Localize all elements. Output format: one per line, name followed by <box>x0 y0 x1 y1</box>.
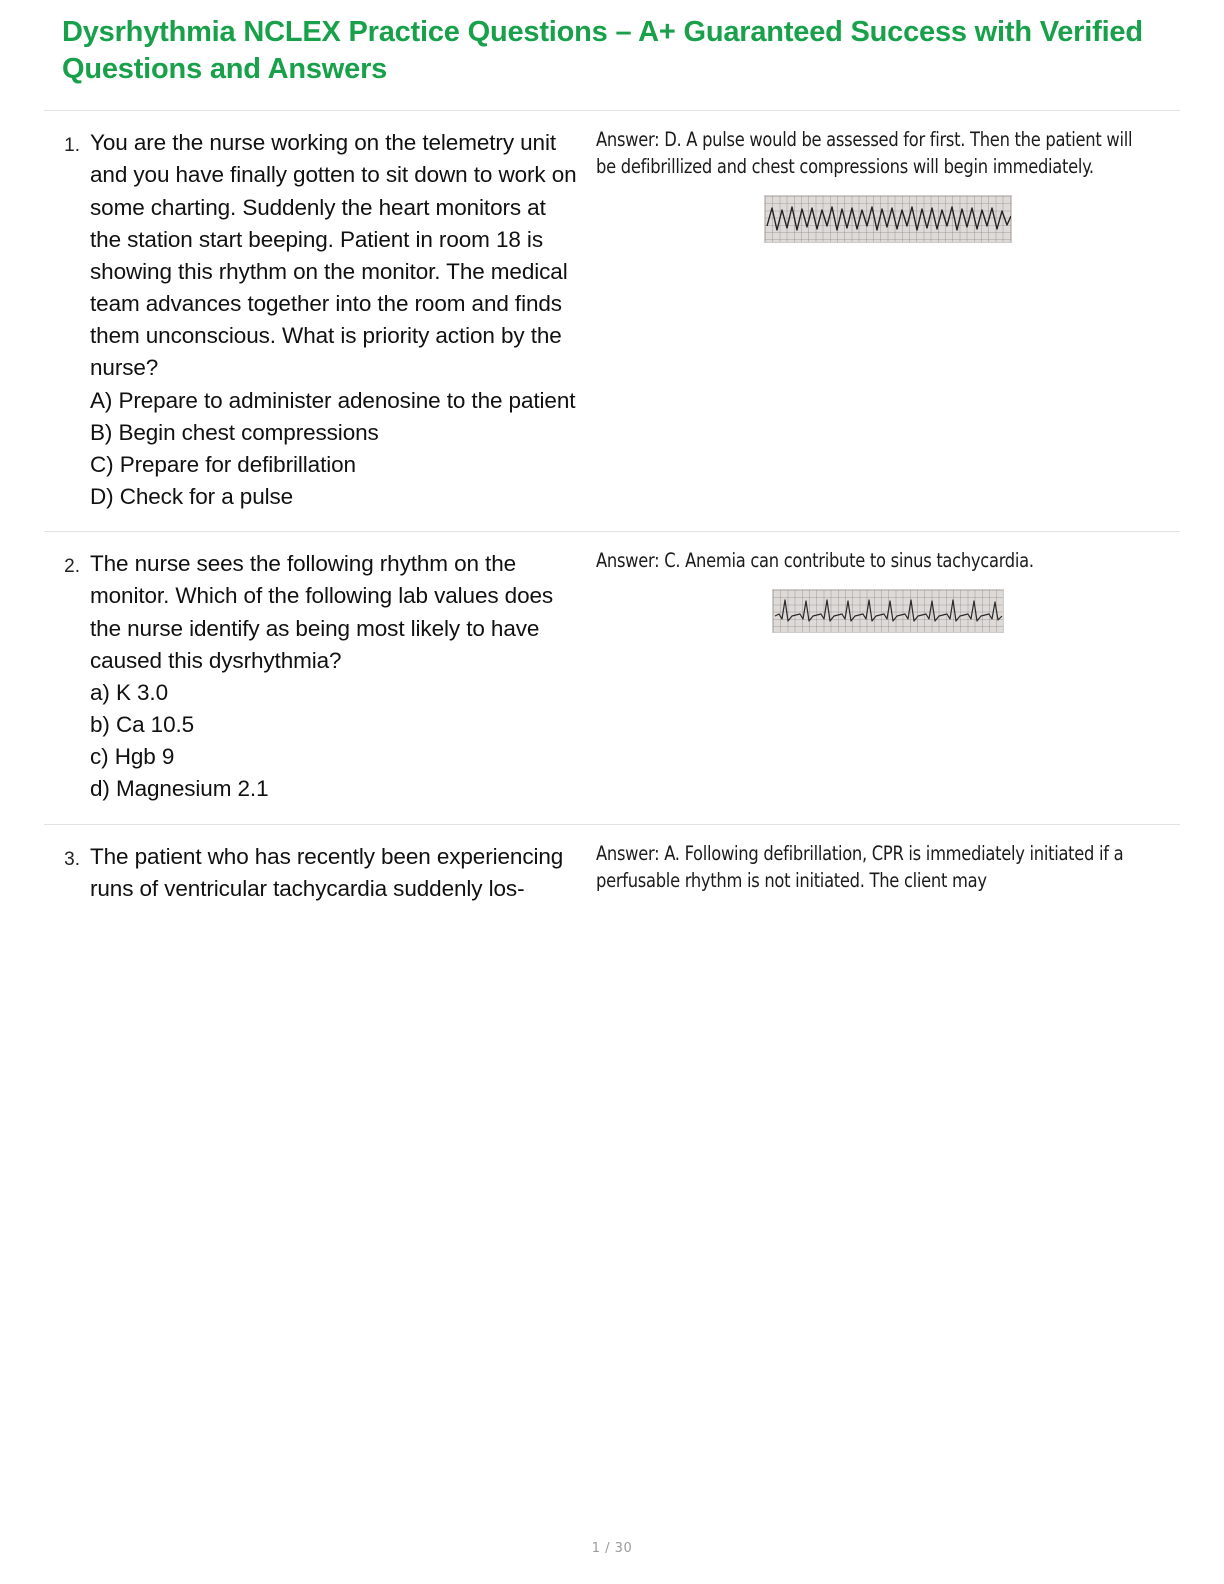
question-option-b: B) Begin chest compressions <box>90 419 379 445</box>
answer-column <box>588 841 1180 895</box>
question-row <box>44 531 1180 823</box>
ecg-figure <box>596 589 1180 633</box>
question-row <box>44 824 1180 923</box>
question-option-d: d) Magnesium 2.1 <box>90 776 269 802</box>
question-number: 1. <box>64 135 80 157</box>
page-title: Dysrhythmia NCLEX Practice Questions – A+ Guaranteed Success with Verified Questions and Answers <box>62 16 1143 86</box>
question-stem: The patient who has recently been experiencing runs of ventricular tachycardia suddenly los- <box>90 843 564 901</box>
ecg-figure <box>596 195 1180 243</box>
question-body <box>90 548 588 805</box>
question-stem: You are the nurse working on the telemetry unit and you have finally gotten to sit down to work on some charting. Suddenly the heart monitors at the station start beeping. Patient in room 18 is showing this rhythm on the monitor. The medical team advances together into the room and finds them unconscious. What is priority action by the nurse? <box>90 130 577 381</box>
question-option-c: C) Prepare for defibrillation <box>90 451 356 477</box>
question-row <box>44 110 1180 531</box>
page-indicator: 1 / 30 <box>591 1541 633 1556</box>
ecg-strip-ventricular-tachycardia <box>764 195 1012 243</box>
question-option-a: A) Prepare to administer adenosine to the patient <box>90 387 576 413</box>
answer-column <box>588 127 1180 243</box>
answer-column <box>588 548 1180 633</box>
answer-text: Answer: D. A pulse would be assessed for first. Then the patient will be defibrillized and chest compressions will begin immediately. <box>596 128 1133 179</box>
question-number: 3. <box>64 848 80 870</box>
question-option-b: b) Ca 10.5 <box>90 712 195 738</box>
answer-text: Answer: C. Anemia can contribute to sinus tachycardia. <box>596 549 1034 573</box>
question-body <box>90 841 588 905</box>
question-option-c: c) Hgb 9 <box>90 744 175 770</box>
ecg-strip-sinus-tachycardia <box>772 589 1004 633</box>
answer-text: Answer: A. Following defibrillation, CPR is immediately initiated if a perfusable rhythm is not initiated. The client may <box>596 841 1124 892</box>
question-option-a: a) K 3.0 <box>90 679 168 705</box>
question-stem: The nurse sees the following rhythm on the monitor. Which of the following lab values does the nurse identify as being most likely to have caused this dysrhythmia? <box>90 551 554 673</box>
question-body <box>90 127 588 513</box>
question-number: 2. <box>64 556 80 578</box>
question-option-d: D) Check for a pulse <box>90 484 294 510</box>
